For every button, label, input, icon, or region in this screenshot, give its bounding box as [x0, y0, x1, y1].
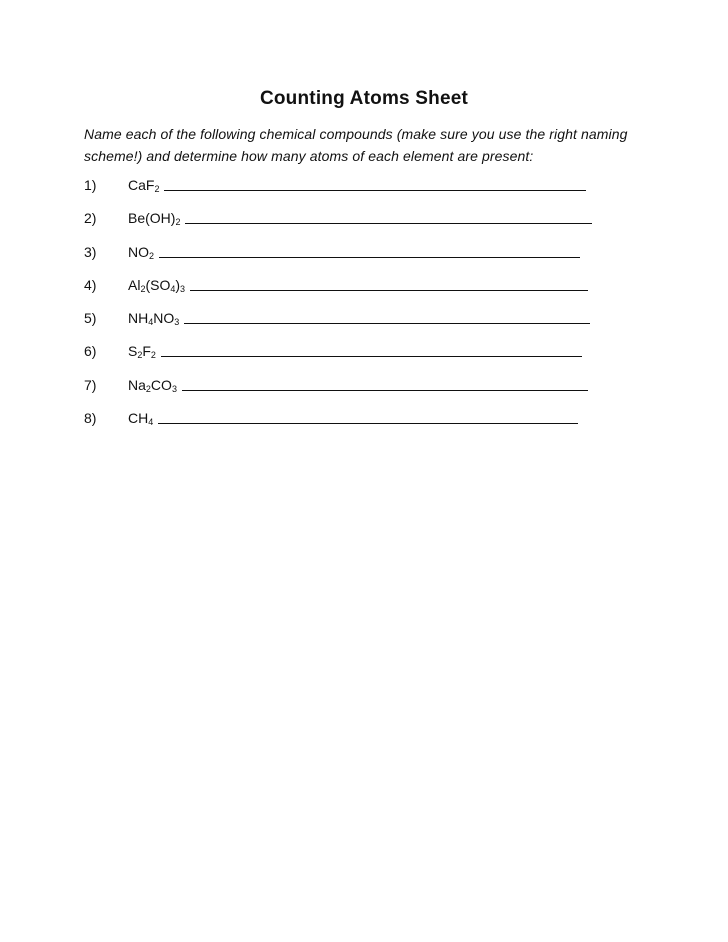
question-number: 5): [84, 310, 97, 327]
question-item: [84, 308, 592, 341]
question-number: 8): [84, 410, 97, 427]
answer-blank[interactable]: [161, 341, 582, 357]
question-number: 2): [84, 210, 97, 227]
question-item: [84, 408, 592, 441]
answer-blank[interactable]: [164, 175, 586, 191]
worksheet-instructions: Name each of the following chemical compounds (make sure you use the right naming scheme!) and determine how many atoms of each element are present:: [84, 126, 628, 164]
answer-blank[interactable]: [190, 275, 588, 291]
answer-blank[interactable]: [158, 408, 578, 424]
chemical-formula: CaF$_2$: [128, 177, 160, 194]
question-item: [84, 208, 592, 241]
chemical-formula: $CH_4$: [128, 410, 154, 428]
question-number: 1): [84, 177, 97, 193]
question-number: 3): [84, 243, 97, 260]
answer-blank[interactable]: [184, 308, 590, 324]
chemical-formula: $NH_4NO_3$: [128, 310, 180, 328]
answer-blank[interactable]: [159, 242, 580, 258]
answer-blank[interactable]: [182, 375, 588, 391]
chemical-formula: $Al_2(SO_4)_3$: [128, 276, 186, 294]
chemical-formula: $Na_2CO_3$: [128, 376, 177, 394]
question-item: [84, 275, 592, 308]
question-item: [84, 175, 592, 208]
question-item: [84, 242, 592, 275]
chemical-formula: $S_2F_2$: [128, 343, 156, 361]
worksheet-title: Counting Atoms Sheet: [259, 88, 469, 109]
question-number: 6): [84, 343, 97, 360]
question-number: 4): [84, 276, 97, 293]
chemical-formula: $Be(OH)_2$: [128, 210, 181, 228]
question-list: [84, 175, 592, 441]
chemical-formula: $NO_2$: [128, 243, 155, 261]
question-item: [84, 341, 592, 374]
question-number: 7): [84, 376, 97, 393]
question-item: [84, 375, 592, 408]
answer-blank[interactable]: [185, 208, 592, 224]
